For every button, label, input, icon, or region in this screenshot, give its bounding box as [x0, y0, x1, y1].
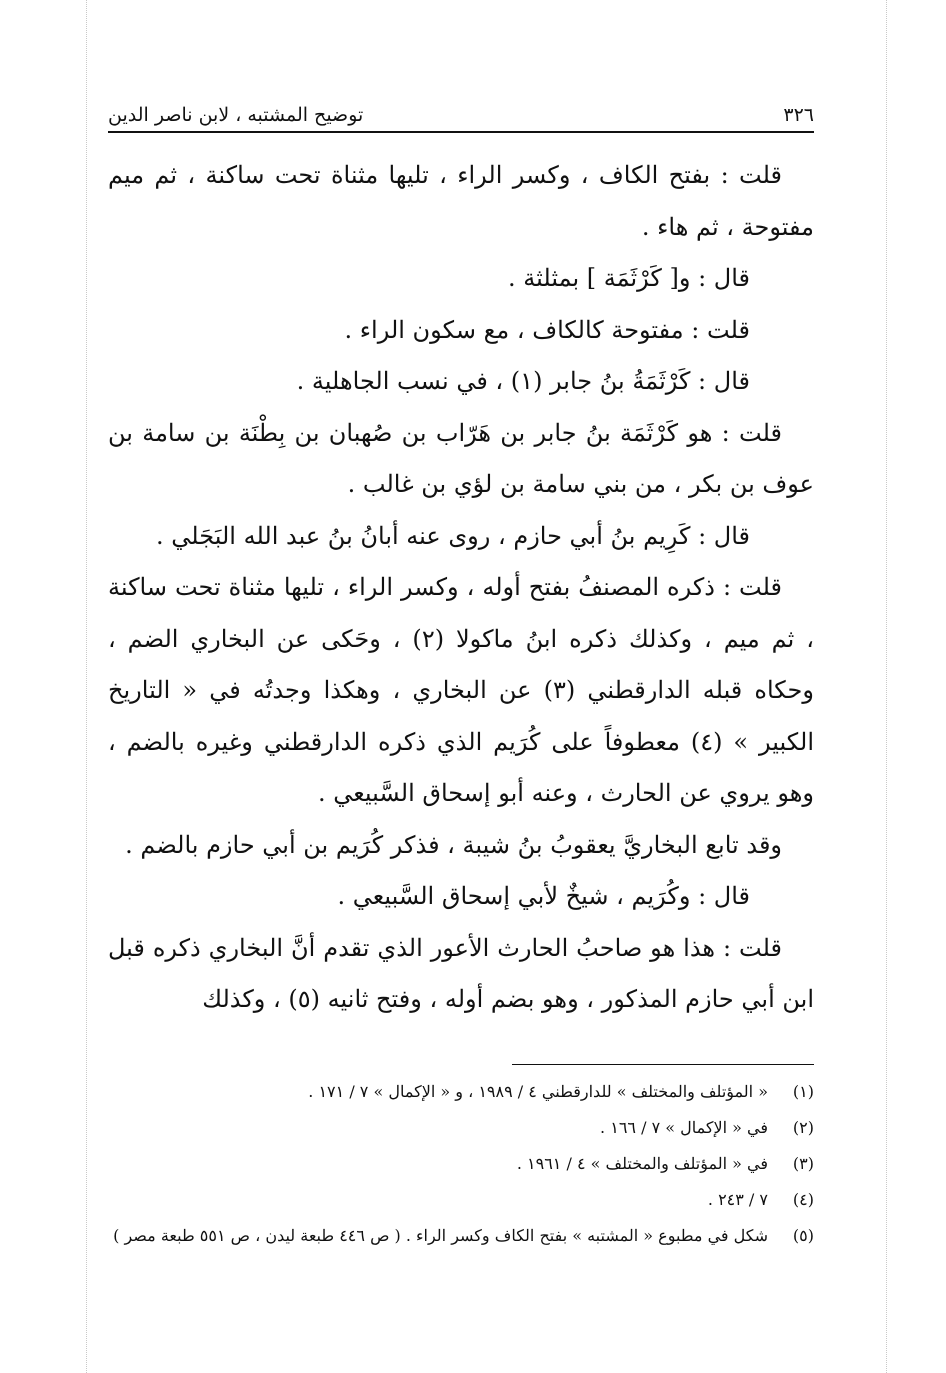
footnote-text: ٧ / ٢٤٣ . — [707, 1190, 768, 1209]
footnote-text: « المؤتلف والمختلف » للدارقطني ٤ / ١٩٨٩ ، و « الإكمال » ٧ / ١٧١ . — [308, 1082, 768, 1101]
footnote-number: (٥) — [792, 1226, 814, 1245]
footnote — [108, 1182, 814, 1218]
paragraph: قال : وكُرَيم ، شيخٌ لأبي إسحاق السَّبيعي . — [337, 882, 750, 910]
footnote-number: (٢) — [792, 1118, 814, 1137]
header-rule — [108, 131, 814, 133]
running-title: توضيح المشتبه ، لابن ناصر الدين — [108, 104, 364, 126]
paragraph: قال : كَرْثَمَةُ بنُ جابر (١) ، في نسب الجاهلية . — [296, 367, 750, 395]
footnote-number: (١) — [792, 1082, 814, 1101]
footnote — [108, 1074, 814, 1110]
page-number: ٣٢٦ — [783, 104, 814, 126]
paragraph: قلت : هو كَرْثَمَة بنُ جابر بن هَرّاب بن صُهبان بن بِطْنَة بن سامة بن عوف بن بكر ، من بني سامة بن لؤي بن غالب . — [108, 418, 814, 498]
footnote-text: في « الإكمال » ٧ / ١٦٦ . — [600, 1118, 768, 1137]
paragraph: قلت : هذا هو صاحبُ الحارث الأعور الذي تقدم أنَّ البخاري ذكره قبل ابن أبي حازم المذكور ، وهو بضم أوله ، وفتح ثانيه (٥) ، وكذلك — [108, 933, 814, 1013]
paragraph: قلت : ذكره المصنفُ بفتح أوله ، وكسر الراء ، تليها مثناة تحت ساكنة ، ثم ميم ، وكذلك ذكره ابنُ ماكولا (٢) ، وحَكى عن البخاري الضم ، وحكاه قبله الدارقطني (٣) عن البخاري ، وهكذا وجدتُه في « التاريخ الكبير » (٤) معطوفاً على كُرَيم الذي ذكره الدارقطني وغيره بالضم ، وهو يروي عن الحارث ، وعنه أبو إسحاق السَّبيعي . — [108, 573, 814, 807]
footnote-text: في « المؤتلف والمختلف » ٤ / ١٩٦١ . — [516, 1154, 768, 1173]
paragraph: قلت : بفتح الكاف ، وكسر الراء ، تليها مثناة تحت ساكنة ، ثم ميم مفتوحة ، ثم هاء . — [108, 161, 814, 241]
footnote-separator — [512, 1064, 814, 1065]
footnote — [108, 1110, 814, 1146]
footnotes — [108, 1074, 814, 1254]
footnote — [108, 1218, 814, 1254]
paragraph: قلت : مفتوحة كالكاف ، مع سكون الراء . — [344, 315, 750, 344]
paragraph: قال : و[ كَرْثَمَة ] بمثلثة . — [508, 264, 750, 292]
footnote-number: (٣) — [792, 1154, 814, 1173]
paragraph: وقد تابع البخاريَّ يعقوبُ بنُ شيبة ، فذكر كُرَيم بن أبي حازم بالضم . — [125, 830, 782, 859]
footnote-text: شكل في مطبوع « المشتبه » بفتح الكاف وكسر الراء . ( ص ٤٤٦ طبعة ليدن ، ص ٥٥١ طبعة مصر ) — [113, 1226, 768, 1245]
page-header — [108, 92, 814, 126]
footnote — [108, 1146, 814, 1182]
footnote-number: (٤) — [792, 1190, 814, 1209]
paragraph: قال : كَرِيم بنُ أبي حازم ، روى عنه أبانُ بنُ عبد الله البَجَلي . — [156, 521, 750, 550]
main-text — [108, 150, 814, 1026]
